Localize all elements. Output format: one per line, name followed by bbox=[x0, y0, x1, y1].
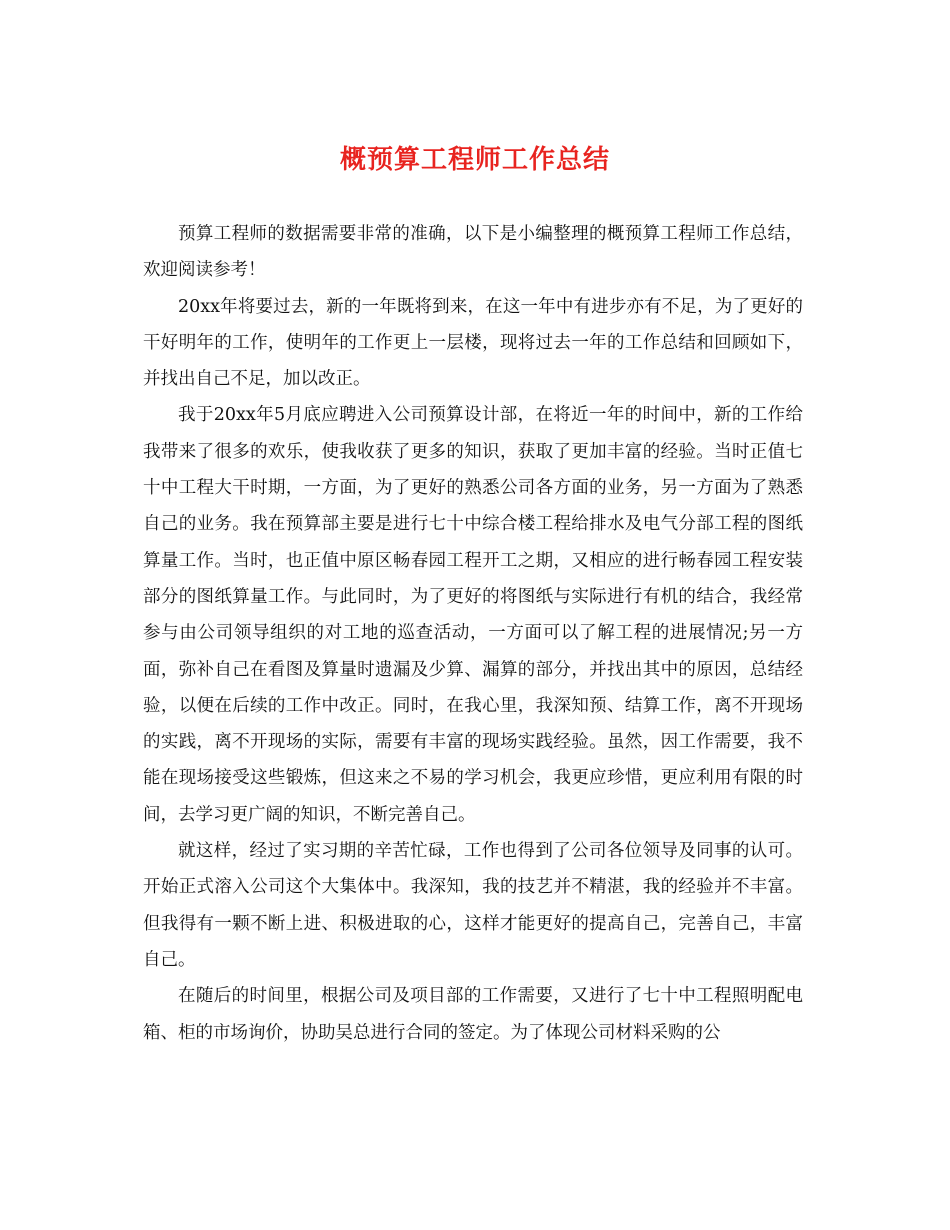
paragraph-recognition: 就这样，经过了实习期的辛苦忙碌，工作也得到了公司各位领导及同事的认可。开始正式溶入公司这个大集体中。我深知，我的技艺并不精湛，我的经验并不丰富。但我得有一颗不断上进、积极进取的心，这样才能更好的提高自己，完善自己，丰富自己。 bbox=[143, 841, 803, 970]
paragraph-intro: 预算工程师的数据需要非常的准确，以下是小编整理的概预算工程师工作总结，欢迎阅读参考！ bbox=[143, 224, 803, 281]
paragraph-procurement: 在随后的时间里，根据公司及项目部的工作需要，又进行了七十中工程照明配电箱、柜的市场询价，协助吴总进行合同的签定。为了体现公司材料采购的公 bbox=[143, 986, 803, 1043]
paragraph-work-experience: 我于20xx年5月底应聘进入公司预算设计部，在将近一年的时间中，新的工作给我带来了很多的欢乐，使我收获了更多的知识，获取了更加丰富的经验。当时正值七十中工程大干时期，一方面，为了更好的熟悉公司各方面的业务，另一方面为了熟悉自己的业务。我在预算部主要是进行七十中综合楼工程给排水及电气分部工程的图纸算量工作。当时，也正值中原区畅春园工程开工之期，又相应的进行畅春园工程安装部分的图纸算量工作。与此同时，为了更好的将图纸与实际进行有机的结合，我经常参与由公司领导组织的对工地的巡查活动，一方面可以了解工程的进展情况;另一方面，弥补自己在看图及算量时遗漏及少算、漏算的部分，并找出其中的原因，总结经验，以便在后续的工作中改正。同时，在我心里，我深知预、结算工作，离不开现场的实践，离不开现场的实际，需要有丰富的现场实践经验。虽然，因工作需要，我不能在现场接受这些锻炼，但这来之不易的学习机会，我更应珍惜，更应利用有限的时间，去学习更广阔的知识，不断完善自己。 bbox=[143, 405, 803, 825]
paragraph-year-review: 20xx年将要过去，新的一年既将到来，在这一年中有进步亦有不足，为了更好的干好明年的工作，使明年的工作更上一层楼，现将过去一年的工作总结和回顾如下，并找出自己不足，加以改正。 bbox=[143, 296, 803, 390]
document-title: 概预算工程师工作总结 bbox=[339, 145, 610, 175]
document-body bbox=[143, 216, 803, 1051]
